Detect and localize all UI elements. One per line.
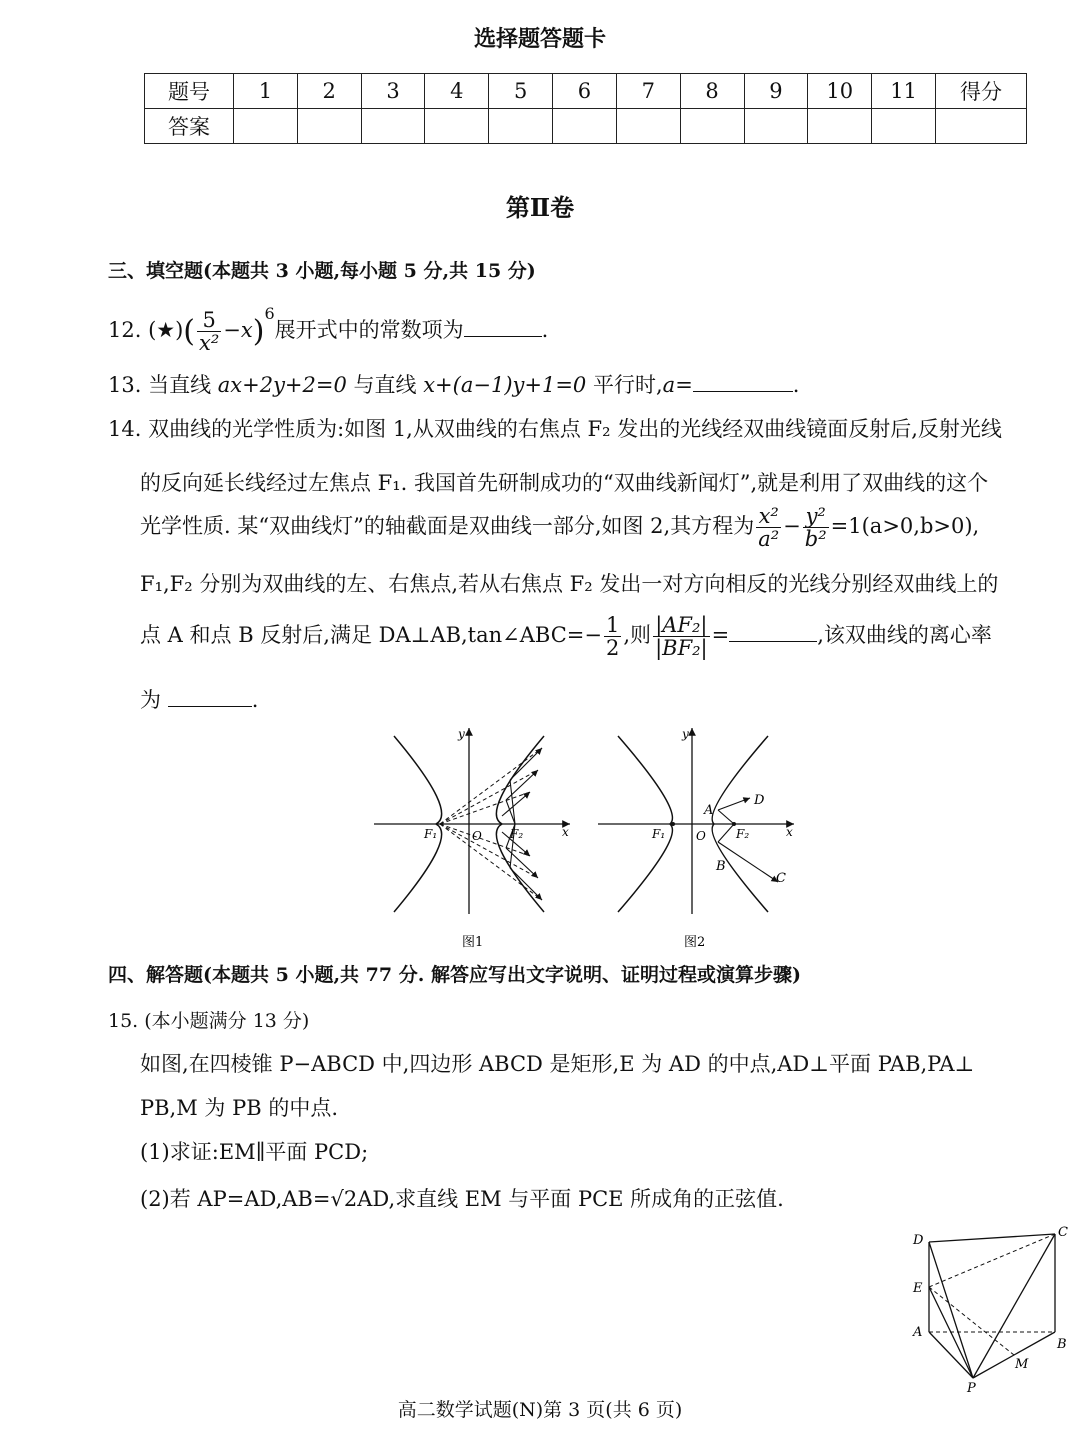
q15-text: AD,求直线 EM 与平面 PCE 所成角的正弦值. (357, 1187, 784, 1211)
question-number-cell: 8 (680, 74, 744, 109)
q14-text: ,该双曲线的离心率 (817, 623, 992, 648)
fig1-f1-label: F₁ (424, 827, 438, 841)
label-a: A (913, 1325, 923, 1340)
q14-line3 (140, 505, 979, 550)
edge-bp (973, 1332, 1055, 1378)
fig1-y-label: y (458, 727, 465, 741)
question-number-cell: 6 (553, 74, 617, 109)
label-p: P (967, 1381, 976, 1392)
answer-cell[interactable] (297, 109, 361, 144)
q15-line1: 如图,在四棱锥 P−ABCD 中,四边形 ABCD 是矩形,E 为 AD 的中点,AD⊥平面 PAB,PA⊥ (140, 1052, 975, 1076)
question-number-cell: 5 (489, 74, 553, 109)
fig2-origin-label: O (696, 829, 706, 843)
fig1-caption: 图1 (462, 935, 484, 950)
q12-prefix: 12. (★) (108, 318, 184, 342)
question-number-cell: 9 (744, 74, 808, 109)
q14-text: = (711, 623, 730, 648)
q14-eq-x-den: a² (758, 527, 780, 552)
q14-eq-minus: − (783, 514, 801, 539)
pyramid-figure (905, 1222, 1075, 1392)
answer-card-table (144, 73, 1027, 144)
label-e: E (913, 1281, 923, 1296)
fig2-x-label: x (786, 825, 793, 839)
q13-line1-equation: ax+2y+2=0 (217, 373, 347, 397)
fig2-f1-point (671, 822, 675, 826)
edge-dp (929, 1242, 973, 1378)
q14-line2: 的反向延长线经过左焦点 F₁. 我国首先研制成功的“双曲线新闻灯”,就是利用了双曲线的这个 (140, 471, 989, 495)
answer-cell[interactable] (680, 109, 744, 144)
q14-ratio-answer-blank[interactable] (729, 622, 817, 642)
row-label-answer: 答案 (145, 109, 234, 144)
answer-cell[interactable] (808, 109, 872, 144)
q12-exponent: 6 (264, 304, 275, 323)
q14-text: =1(a>0,b>0), (830, 514, 980, 539)
fig2-caption: 图2 (684, 935, 706, 950)
question-number-cell: 2 (297, 74, 361, 109)
edge-cp (973, 1234, 1055, 1378)
q14-text: 为 (140, 688, 161, 712)
q15-part1: (1)求证:EM∥平面 PCD; (140, 1140, 369, 1164)
answer-cell[interactable] (361, 109, 425, 144)
q13-text: 13. 当直线 (108, 373, 218, 397)
question-number-cell: 1 (234, 74, 298, 109)
q14-ratio-den: |BF₂| (655, 636, 708, 661)
q14-half-den: 2 (606, 636, 620, 661)
fig1-origin-label: O (472, 829, 482, 843)
row-label-question-number: 题号 (145, 74, 234, 109)
question-number-cell: 11 (872, 74, 936, 109)
fig2-a-label: A (704, 803, 714, 818)
q13-answer-blank[interactable] (693, 372, 793, 392)
figure-2 (598, 727, 794, 950)
fig2-f1-label: F₁ (652, 827, 666, 841)
q12-answer-blank[interactable] (464, 317, 542, 337)
answer-cell[interactable] (616, 109, 680, 144)
section3-heading: 三、填空题(本题共 3 小题,每小题 5 分,共 15 分) (108, 260, 536, 282)
fig2-c-label: C (776, 871, 786, 886)
q15-sqrt: √2 (330, 1187, 358, 1211)
fig2-y-label: y (682, 727, 689, 741)
q12-fraction (197, 309, 221, 354)
q15-text: (2)若 AP=AD,AB= (140, 1187, 331, 1211)
q15-part2 (140, 1183, 784, 1213)
q14-eq-y-den: b² (804, 527, 827, 552)
answer-cell[interactable] (489, 109, 553, 144)
fig1-x-label: x (562, 825, 569, 839)
page-footer: 高二数学试题(N)第 3 页(共 6 页) (397, 1399, 683, 1421)
hyperbola-figures (370, 722, 810, 954)
q13-text: 平行时, (586, 373, 663, 397)
label-d: D (913, 1233, 924, 1248)
q12-frac-num: 5 (197, 309, 221, 332)
answer-card-title: 选择题答题卡 (473, 26, 606, 52)
fig2-b-label: B (716, 859, 726, 874)
q14-text: ,则 (623, 623, 652, 648)
edge-dc (929, 1234, 1055, 1242)
q13-line2-equation: x+(a−1)y+1=0 (423, 373, 587, 397)
question-number-cell: 4 (425, 74, 489, 109)
answer-cell[interactable] (744, 109, 808, 144)
q14-eq-y-num: y² (805, 504, 826, 528)
answer-card-number-row (145, 74, 1027, 109)
q14-ratio-num: |AF₂| (655, 613, 708, 637)
label-m: M (1015, 1357, 1029, 1372)
question-number-cell: 3 (361, 74, 425, 109)
fig2-f2-label: F₂ (736, 827, 750, 841)
answer-cell[interactable] (234, 109, 298, 144)
q13-text: = (675, 373, 693, 397)
q14-line1: 14. 双曲线的光学性质为:如图 1,从双曲线的右焦点 F₂ 发出的光线经双曲线镜面反射后,反射光线 (108, 417, 1002, 441)
q14-text: 点 A 和点 B 反射后,满足 DA⊥AB,tan∠ABC=− (140, 623, 602, 648)
q14-eccentricity-answer-blank[interactable] (168, 687, 252, 707)
answer-cell[interactable] (553, 109, 617, 144)
label-c: C (1058, 1225, 1068, 1240)
label-b: B (1057, 1337, 1067, 1352)
q14-line5 (140, 614, 992, 659)
answer-cell[interactable] (872, 109, 936, 144)
fig1-f2-label: F₂ (510, 827, 524, 841)
question-12: 12. (★)( $\frac{5}{\text{x²}}$ −x)$^6$展开式中的常数项为 . (108, 304, 549, 355)
question-number-cell: 7 (616, 74, 680, 109)
question-number-cell: 10 (808, 74, 872, 109)
q12-after-frac: −x (223, 318, 253, 342)
q14-half-num: 1 (606, 613, 620, 637)
score-cell[interactable] (936, 109, 1027, 144)
part-title: 第Ⅱ卷 (505, 193, 575, 222)
segment-ec-hidden (929, 1234, 1055, 1287)
question-13: 13. 当直线 ax+2y+2=0 与直线 x+(a−1)y+1=0 平行时,a= . (108, 373, 800, 397)
q14-eq-x-num: x² (758, 504, 779, 528)
q14-line4: F₁,F₂ 分别为双曲线的左、右焦点,若从右焦点 F₂ 发出一对方向相反的光线分别经双曲线上的 (140, 572, 999, 596)
q15-heading: 15. (本小题满分 13 分) (108, 1010, 310, 1032)
score-label: 得分 (936, 74, 1027, 109)
q12-frac-den: x² (199, 331, 220, 355)
figure-1 (374, 727, 570, 950)
q13-variable: a (662, 373, 676, 397)
fig2-d-label: D (754, 793, 765, 808)
q14-line6: 为 . (140, 688, 259, 712)
q14-text: 光学性质. 某“双曲线灯”的轴截面是双曲线一部分,如图 2,其方程为 (140, 514, 755, 539)
edge-ap (929, 1332, 973, 1378)
q13-text: 与直线 (346, 373, 424, 397)
section4-heading: 四、解答题(本题共 5 小题,共 77 分. 解答应写出文字说明、证明过程或演算步骤) (108, 964, 801, 986)
q12-text: 展开式中的常数项为 (274, 318, 464, 342)
answer-cell[interactable] (425, 109, 489, 144)
q15-line2: PB,M 为 PB 的中点. (140, 1096, 339, 1120)
answer-card-answer-row (145, 109, 1027, 144)
